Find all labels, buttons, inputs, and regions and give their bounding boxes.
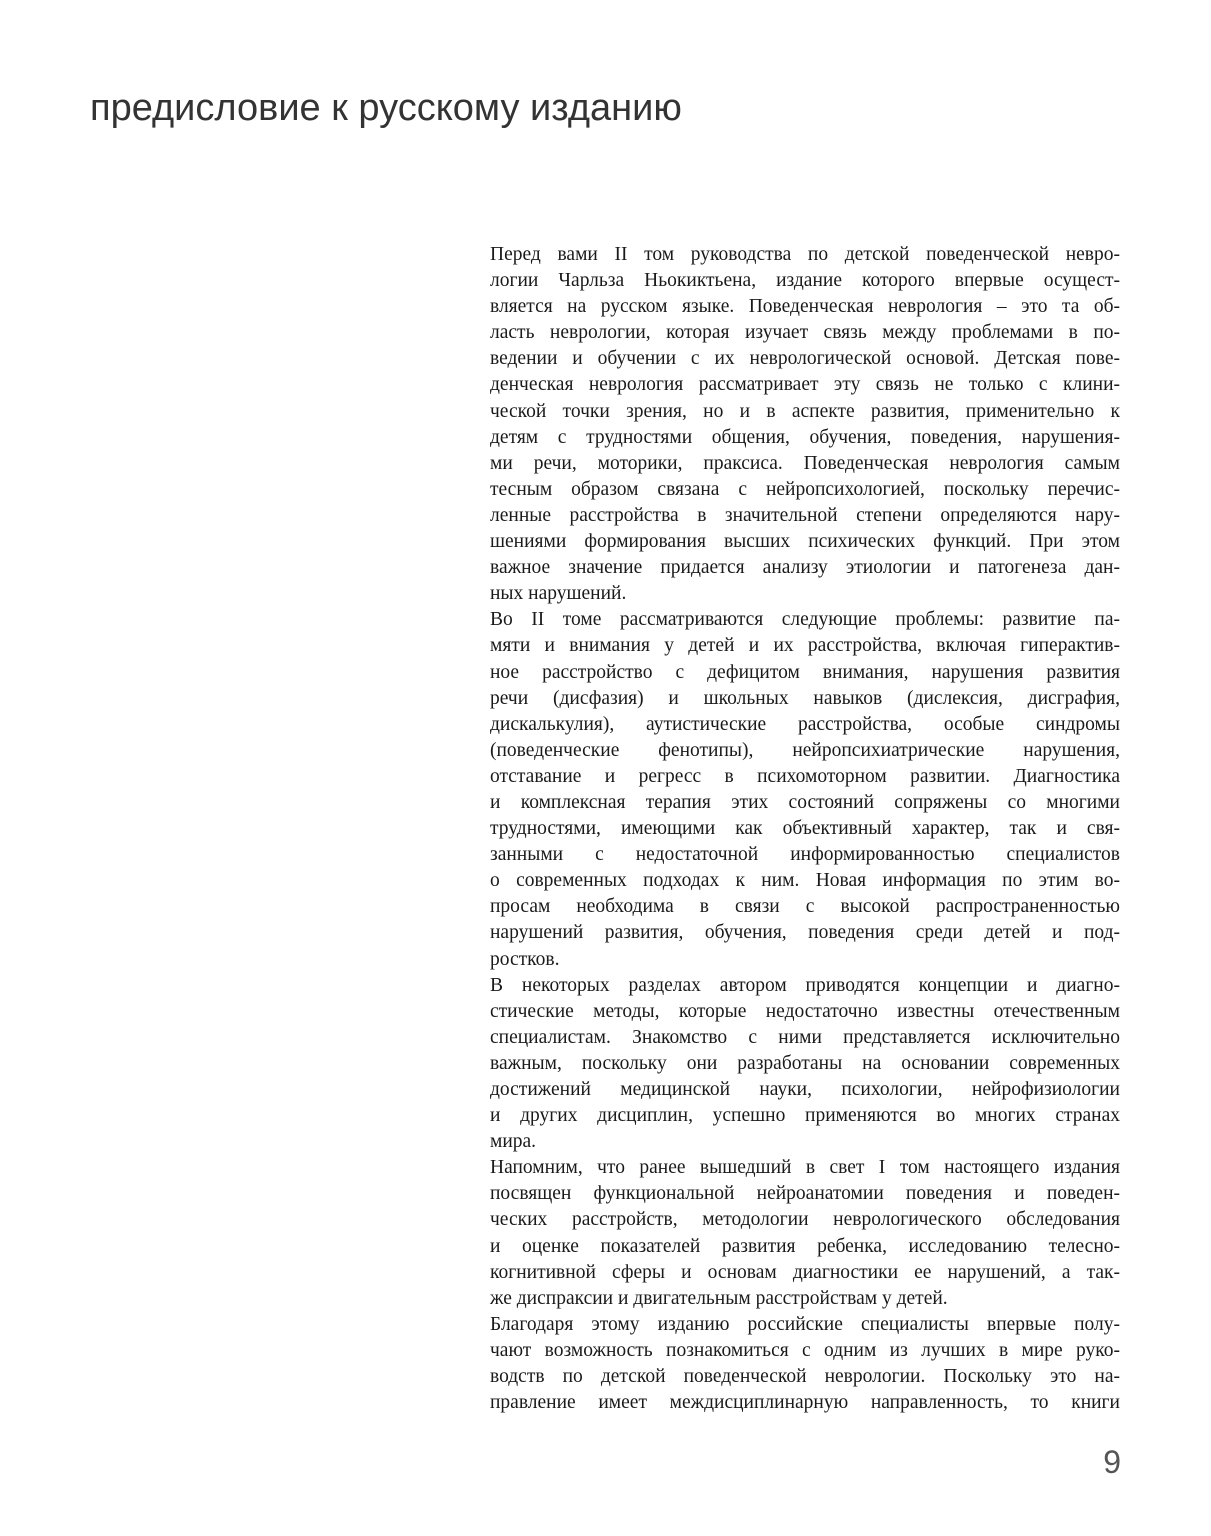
text-line: просам необходима в связи с высокой распространенностью	[490, 896, 1120, 918]
text-line: ное расстройство с дефицитом внимания, нарушения развития	[490, 661, 1120, 683]
text-line: же диспраксии и двигательным расстройствам у детей.	[490, 1287, 948, 1309]
text-line: Перед вами II том руководства по детской поведенческой невро-	[490, 244, 1120, 265]
text-line: отставание и регресс в психомоторном развитии. Диагностика	[490, 765, 1120, 787]
text-line: Напомним, что ранее вышедший в свет I том настоящего издания	[490, 1157, 1120, 1179]
text-line: правление имеет междисциплинарную направленность, то книги	[490, 1392, 1120, 1414]
text-line: о современных подходах к ним. Новая информация по этим во-	[490, 870, 1120, 892]
text-line: (поведенческие фенотипы), нейропсихиатрические нарушения,	[490, 739, 1120, 761]
text-line: специалистам. Знакомство с ними представляется исключительно	[490, 1026, 1120, 1048]
text-line: Благодаря этому изданию российские специалисты впервые полу-	[490, 1313, 1120, 1335]
text-line: чают возможность познакомиться с одним из лучших в мире руко-	[490, 1339, 1120, 1361]
text-line: дискалькулия), аутистические расстройства, особые синдромы	[490, 713, 1120, 735]
text-line: вляется на русском языке. Поведенческая неврология – это та об-	[490, 296, 1120, 318]
page-title: предисловие к русскому изданию	[90, 87, 682, 129]
text-line: нарушений развития, обучения, поведения среди детей и под-	[490, 922, 1120, 944]
text-line: ленные расстройства в значительной степени определяются нару-	[490, 504, 1120, 526]
text-line: шениями формирования высших психических функций. При этом	[490, 531, 1120, 553]
text-line: посвящен функциональной нейроанатомии поведения и поведен-	[490, 1183, 1120, 1205]
text-line: Во II томе рассматриваются следующие проблемы: развитие па-	[490, 609, 1120, 631]
text-line: достижений медицинской науки, психологии, нейрофизиологии	[490, 1079, 1120, 1100]
text-line: ростков.	[490, 948, 560, 970]
page-number: 9	[1103, 1444, 1121, 1480]
text-line: когнитивной сферы и основам диагностики ее нарушений, а так-	[490, 1261, 1120, 1283]
text-line: водств по детской поведенческой неврологии. Поскольку это на-	[490, 1366, 1120, 1388]
text-line: детям с трудностями общения, обучения, поведения, нарушения-	[490, 426, 1120, 448]
text-line: тесным образом связана с нейропсихологией, поскольку перечис-	[490, 478, 1120, 500]
text-line: мира.	[490, 1131, 537, 1153]
text-line: занными с недостаточной информированностью специалистов	[490, 844, 1120, 866]
text-line: ных нарушений.	[490, 583, 627, 605]
text-line: ведении и обучении с их неврологической основой. Детская пове-	[490, 348, 1120, 370]
text-line: ческой точки зрения, но и в аспекте развития, применительно к	[490, 400, 1120, 422]
text-line: стические методы, которые недостаточно известны отечественным	[490, 1000, 1120, 1022]
text-line: мяти и внимания у детей и их расстройства, включая гиперактив-	[490, 635, 1120, 657]
text-line: ческих расстройств, методологии неврологического обследования	[490, 1209, 1120, 1231]
preface-text	[490, 242, 1120, 1416]
text-line: денческая неврология рассматривает эту связь не только с клини-	[490, 374, 1120, 396]
text-line: ми речи, моторики, праксиса. Поведенческая неврология самым	[490, 452, 1120, 474]
text-line: и оценке показателей развития ребенка, исследованию телесно-	[490, 1235, 1120, 1257]
text-line: В некоторых разделах автором приводятся концепции и диагно-	[490, 974, 1120, 996]
text-line: важное значение придается анализу этиологии и патогенеза дан-	[490, 557, 1120, 579]
text-line: и комплексная терапия этих состояний сопряжены со многими	[490, 791, 1120, 813]
text-line: ласть неврологии, которая изучает связь между проблемами в по-	[490, 322, 1120, 344]
text-line: логии Чарльза Ньокиктьена, издание которого впервые осущест-	[490, 270, 1120, 292]
text-line: трудностями, имеющими как объективный характер, так и свя-	[490, 818, 1120, 840]
text-line: и других дисциплин, успешно применяются во многих странах	[490, 1105, 1120, 1127]
text-line: важным, поскольку они разработаны на основании современных	[490, 1052, 1120, 1074]
text-line: речи (дисфазия) и школьных навыков (дислексия, дисграфия,	[490, 687, 1120, 709]
